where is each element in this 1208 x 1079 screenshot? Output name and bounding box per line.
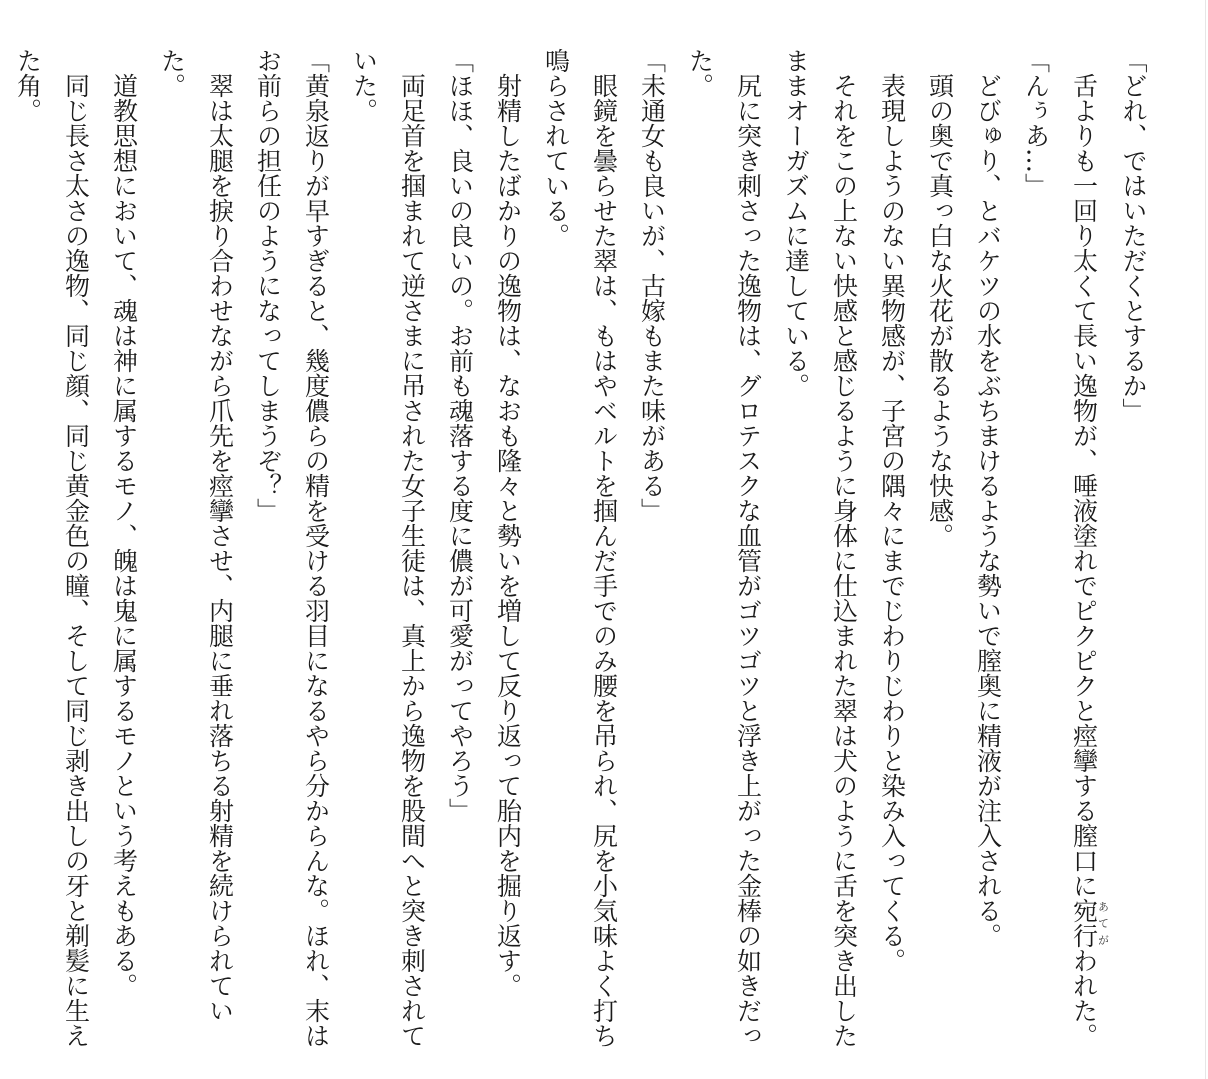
paragraph: 翠は太腿を捩り合わせながら爪先を痙攣させ、内腿に垂れ落ちる射精を続けられていた。 xyxy=(157,48,235,1023)
paragraph: 同じ長さ太さの逸物、同じ顔、同じ黄金色の瞳、そして同じ剥き出しの牙と剃髪に生えた角。 xyxy=(13,48,91,1048)
ruby-annotation xyxy=(1069,898,1110,948)
paragraph-text: 舌よりも一回り太くて長い逸物が、唾液塗れでピクピクと痙攣する膣口に xyxy=(1069,48,1099,898)
paragraph: 「ほほ、良いの良いの。お前も魂落する度に儂が可愛がってやろう」 xyxy=(445,48,475,823)
paragraph: 表現しようのない異物感が、子宮の隅々にまでじわりじわりと染み入ってくる。 xyxy=(877,48,907,973)
vertical-text-page xyxy=(13,48,1157,1063)
ruby-reading: あてが xyxy=(1096,898,1110,948)
paragraph: 頭の奥で真っ白な火花が散るような快感。 xyxy=(925,48,955,548)
paragraph: 尻に突き刺さった逸物は、グロテスクな血管がゴツゴツと浮き上がった金棒の如きだった。 xyxy=(685,48,763,1048)
paragraph: 射精したばかりの逸物は、なおも隆々と勢いを増して反り返って胎内を掘り返す。 xyxy=(493,48,523,998)
paragraph: 「黄泉返りが早すぎると、幾度儂らの精を受ける羽目になるやら分からんな。ほれ、末はお前らの担任のようになってしまうぞ？」 xyxy=(253,48,331,1048)
paragraph xyxy=(1060,48,1110,1063)
paragraph: どびゅり、とバケツの水をぶちまけるような勢いで膣奥に精液が注入される。 xyxy=(973,48,1003,948)
paragraph: 眼鏡を曇らせた翠は、もはやベルトを掴んだ手でのみ腰を吊られ、尻を小気味よく打ち鳴らされている。 xyxy=(541,48,619,1048)
paragraph: 道教思想において、魂は神に属するモノ、魄は鬼に属するモノという考えもある。 xyxy=(109,48,139,998)
paragraph: 「どれ、ではいただくとするか」 xyxy=(1119,48,1148,423)
page-edge-divider xyxy=(1205,0,1206,1079)
paragraph: 「んぅあ…」 xyxy=(1021,48,1051,198)
ruby-base: 宛行 xyxy=(1069,898,1099,948)
paragraph: 「未通女も良いが、古嫁もまた味がある」 xyxy=(637,48,667,523)
paragraph: 両足首を掴まれて逆さまに吊された女子生徒は、真上から逸物を股間へと突き刺されていた。 xyxy=(349,48,427,1048)
paragraph-text: われた。 xyxy=(1069,948,1099,1048)
paragraph: それをこの上ない快感と感じるように身体に仕込まれた翠は犬のように舌を突き出したままオーガズムに達している。 xyxy=(781,48,859,1048)
